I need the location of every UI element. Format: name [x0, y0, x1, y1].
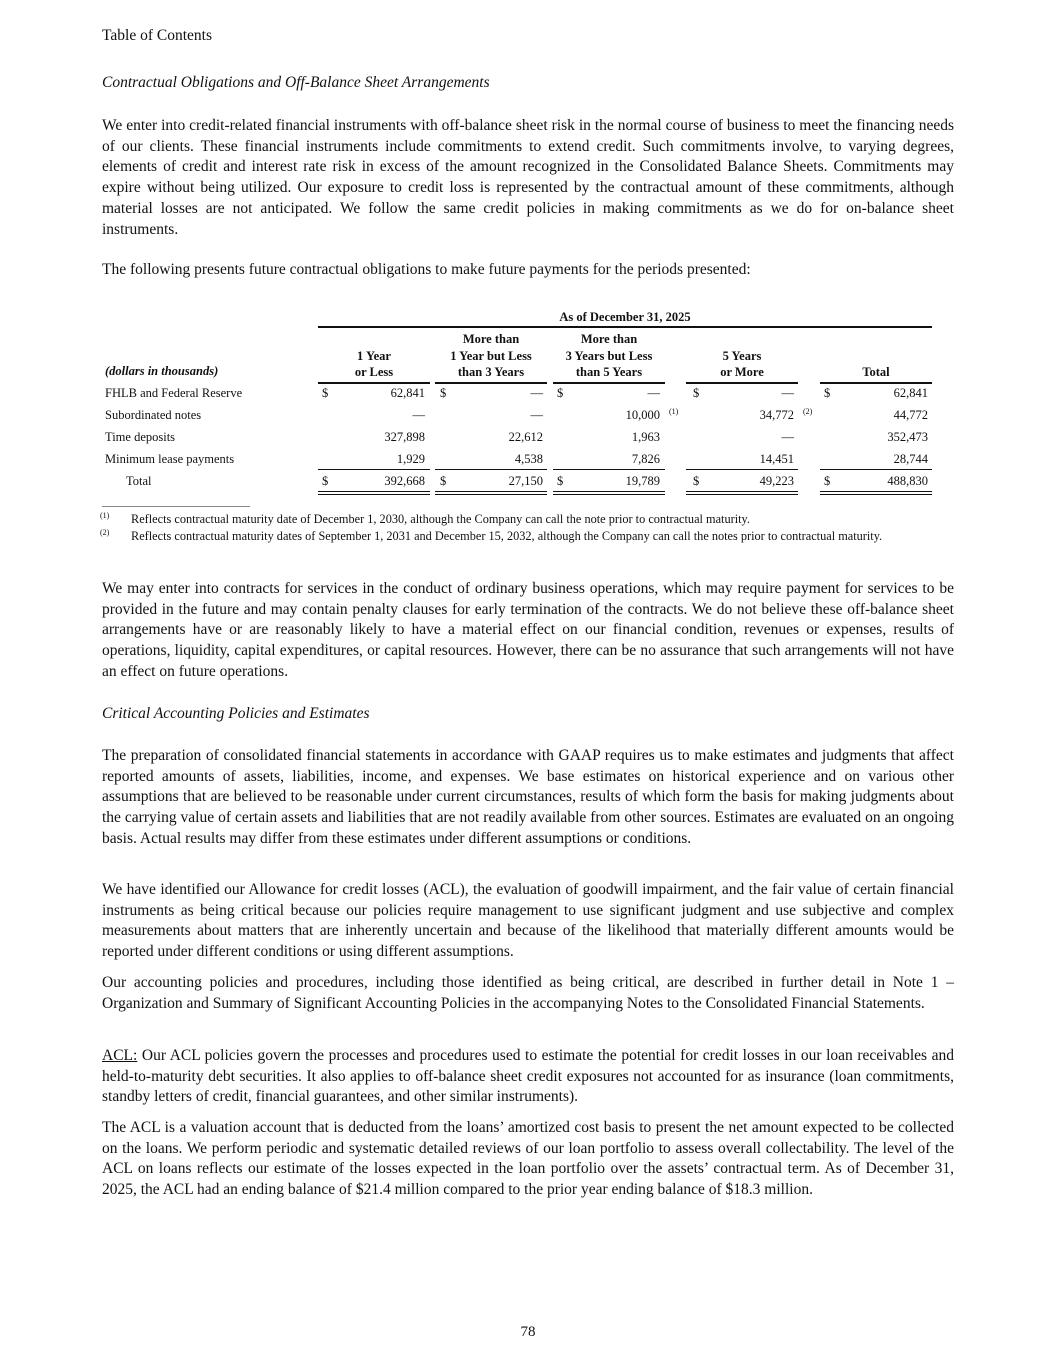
cell-value: 14,451 [759, 452, 794, 466]
cell-value: 44,772 [893, 408, 928, 422]
total-double-rule [553, 491, 665, 495]
paragraph-table-intro: The following presents future contractual obligations to make future payments for the periods presented: [102, 261, 751, 278]
column-header-1-3yr: More than 1 Year but Less than 3 Years [450, 332, 532, 379]
cell-value: 49,223 [759, 474, 794, 488]
header-underline [553, 382, 665, 384]
paragraph-note1-reference: Our accounting policies and procedures, including those identified as being critical, are described in further detail in Note 1 – Organization and Summary of Significant Accounting Policies in the accompanying Notes to the Consolidated Financial Statements. [102, 974, 954, 1012]
currency-symbol: $ [693, 474, 700, 488]
row-label: Total [126, 474, 152, 488]
column-header-5yr-more: 5 Years or More [720, 348, 764, 379]
currency-symbol: $ [440, 474, 447, 488]
footnote-separator [102, 506, 250, 507]
paragraph-credit-instruments: We enter into credit-related financial instruments with off-balance sheet risk in the normal course of business to meet the financing needs of our clients. These financial instruments include commitments to extend credit. Such commitments involve, to varying degrees, elements of credit and interest rate risk in excess of the amount recognized in the Consolidated Balance Sheets. Commitments may expire without being utilized. Our exposure to credit loss is represented by the contractual amount of these commitments, although material losses are not anticipated. We follow the same credit policies in making commitments as we do for on-balance sheet instruments. [102, 117, 954, 238]
row-label: Subordinated notes [105, 408, 202, 422]
acl-policies-text: Our ACL policies govern the processes and procedures used to estimate the potential for credit losses in our loan receivables and held-to-maturity debt securities. It also applies to off-balance sheet credit exposures not accounted for as insurance (loan commitments, standby letters of credit, financial guarantees, and other similar instruments). [102, 1047, 954, 1106]
header-underline [318, 382, 430, 384]
currency-symbol: $ [557, 474, 564, 488]
cell-value: 1,929 [396, 452, 425, 466]
page-number: 78 [520, 1324, 536, 1340]
cell-value: 352,473 [887, 430, 928, 444]
column-header-1yr: 1 Year or Less [354, 348, 394, 379]
paragraph-acl-policies [102, 1046, 954, 1108]
header-underline [686, 382, 798, 384]
cell-value: 62,841 [390, 386, 425, 400]
cell-value: 34,772 [759, 408, 794, 422]
currency-symbol: $ [440, 386, 447, 400]
currency-symbol: $ [322, 386, 329, 400]
cell-value: — [412, 408, 425, 422]
paragraph-critical-policies: We have identified our Allowance for credit losses (ACL), the evaluation of goodwill impairment, and the fair value of certain financial instruments as being critical because our policies require management to use significant judgment and use subjective and complex measurements about matters that are inherently uncertain and because of the likelihood that materially different amounts would be reported under different conditions or using different assumptions. [102, 881, 954, 961]
total-double-rule [318, 491, 430, 495]
column-header-total: Total [862, 365, 890, 379]
cell-value: 62,841 [893, 386, 928, 400]
cell-value: — [781, 386, 794, 400]
units-label: (dollars in thousands) [105, 364, 219, 378]
currency-symbol: $ [322, 474, 329, 488]
cell-value: 488,830 [887, 474, 928, 488]
footnote-mark: (2) [100, 528, 110, 537]
cell-value: 10,000 [625, 408, 660, 422]
total-double-rule [820, 491, 932, 495]
currency-symbol: $ [824, 474, 831, 488]
section-heading-contractual-obligations: Contractual Obligations and Off-Balance Sheet Arrangements [102, 74, 490, 91]
cell-value: 19,789 [625, 474, 660, 488]
footnote-ref-1[interactable]: (1) [669, 407, 679, 416]
currency-symbol: $ [693, 386, 700, 400]
table-super-header: As of December 31, 2025 [559, 310, 691, 324]
paragraph-gaap-estimates: The preparation of consolidated financial statements in accordance with GAAP requires us to make estimates and judgments that affect reported amounts of assets, liabilities, income, and expenses. We base estimates on historical experience and on various other assumptions that are believed to be reasonable under current circumstances, results of which form the basis for making judgments about the carrying value of certain assets and liabilities that are not readily available from other sources. Estimates are evaluated on an ongoing basis. Actual results may differ from these estimates under different assumptions or conditions. [102, 747, 954, 847]
currency-symbol: $ [824, 386, 831, 400]
section-heading-critical-accounting: Critical Accounting Policies and Estimates [102, 705, 370, 722]
cell-value: 22,612 [508, 430, 543, 444]
row-label: Time deposits [105, 430, 176, 444]
cell-value: 327,898 [384, 430, 425, 444]
cell-value: — [781, 430, 794, 444]
subtotal-rule [553, 469, 665, 470]
paragraph-service-contracts: We may enter into contracts for services in the conduct of ordinary business operations, which may require payment for services to be provided in the future and may contain penalty clauses for early termination of the contracts. We do not believe these off-balance sheet arrangements have or are reasonably likely to have a material effect on our financial condition, revenues or expenses, results of operations, liquidity, capital expenditures, or capital resources. However, there can be no assurance that such arrangements will not have an effect on future operations. [102, 580, 954, 680]
header-underline [435, 382, 547, 384]
table-of-contents-link[interactable]: Table of Contents [102, 27, 212, 44]
cell-value: 27,150 [508, 474, 543, 488]
row-label: FHLB and Federal Reserve [105, 386, 243, 400]
subtotal-rule [820, 469, 932, 470]
cell-value: — [530, 386, 543, 400]
acl-label: ACL: [102, 1047, 138, 1064]
paragraph-acl-valuation: The ACL is a valuation account that is deducted from the loans’ amortized cost basis to present the net amount expected to be collected on the loans. We perform periodic and systematic detailed reviews of our loan portfolio to assess overall collectability. The level of the ACL on loans reflects our estimate of the losses expected in the loan portfolio over the assets’ contractual term. As of December 31, 2025, the ACL had an ending balance of $21.4 million compared to the prior year ending balance of $18.3 million. [102, 1119, 954, 1199]
footnote-ref-2[interactable]: (2) [803, 407, 813, 416]
footnote-mark: (1) [100, 511, 110, 520]
cell-value: — [647, 386, 660, 400]
total-double-rule [686, 491, 798, 495]
footnote-text: Reflects contractual maturity dates of September 1, 2031 and December 15, 2032, although the Company can call the notes prior to contractual maturity. [131, 529, 883, 543]
cell-value: 7,826 [631, 452, 660, 466]
cell-value: 28,744 [893, 452, 928, 466]
row-label: Minimum lease payments [105, 452, 235, 466]
cell-value: — [530, 408, 543, 422]
subtotal-rule [435, 469, 547, 470]
cell-value: 1,963 [631, 430, 660, 444]
currency-symbol: $ [557, 386, 564, 400]
cell-value: 392,668 [384, 474, 425, 488]
table-top-rule [318, 326, 932, 328]
total-double-rule [435, 491, 547, 495]
subtotal-rule [686, 469, 798, 470]
footnote-text: Reflects contractual maturity date of December 1, 2030, although the Company can call the note prior to contractual maturity. [131, 512, 750, 526]
cell-value: 4,538 [514, 452, 543, 466]
subtotal-rule [318, 469, 430, 470]
column-header-3-5yr: More than 3 Years but Less than 5 Years [565, 332, 653, 379]
header-underline [820, 382, 932, 384]
